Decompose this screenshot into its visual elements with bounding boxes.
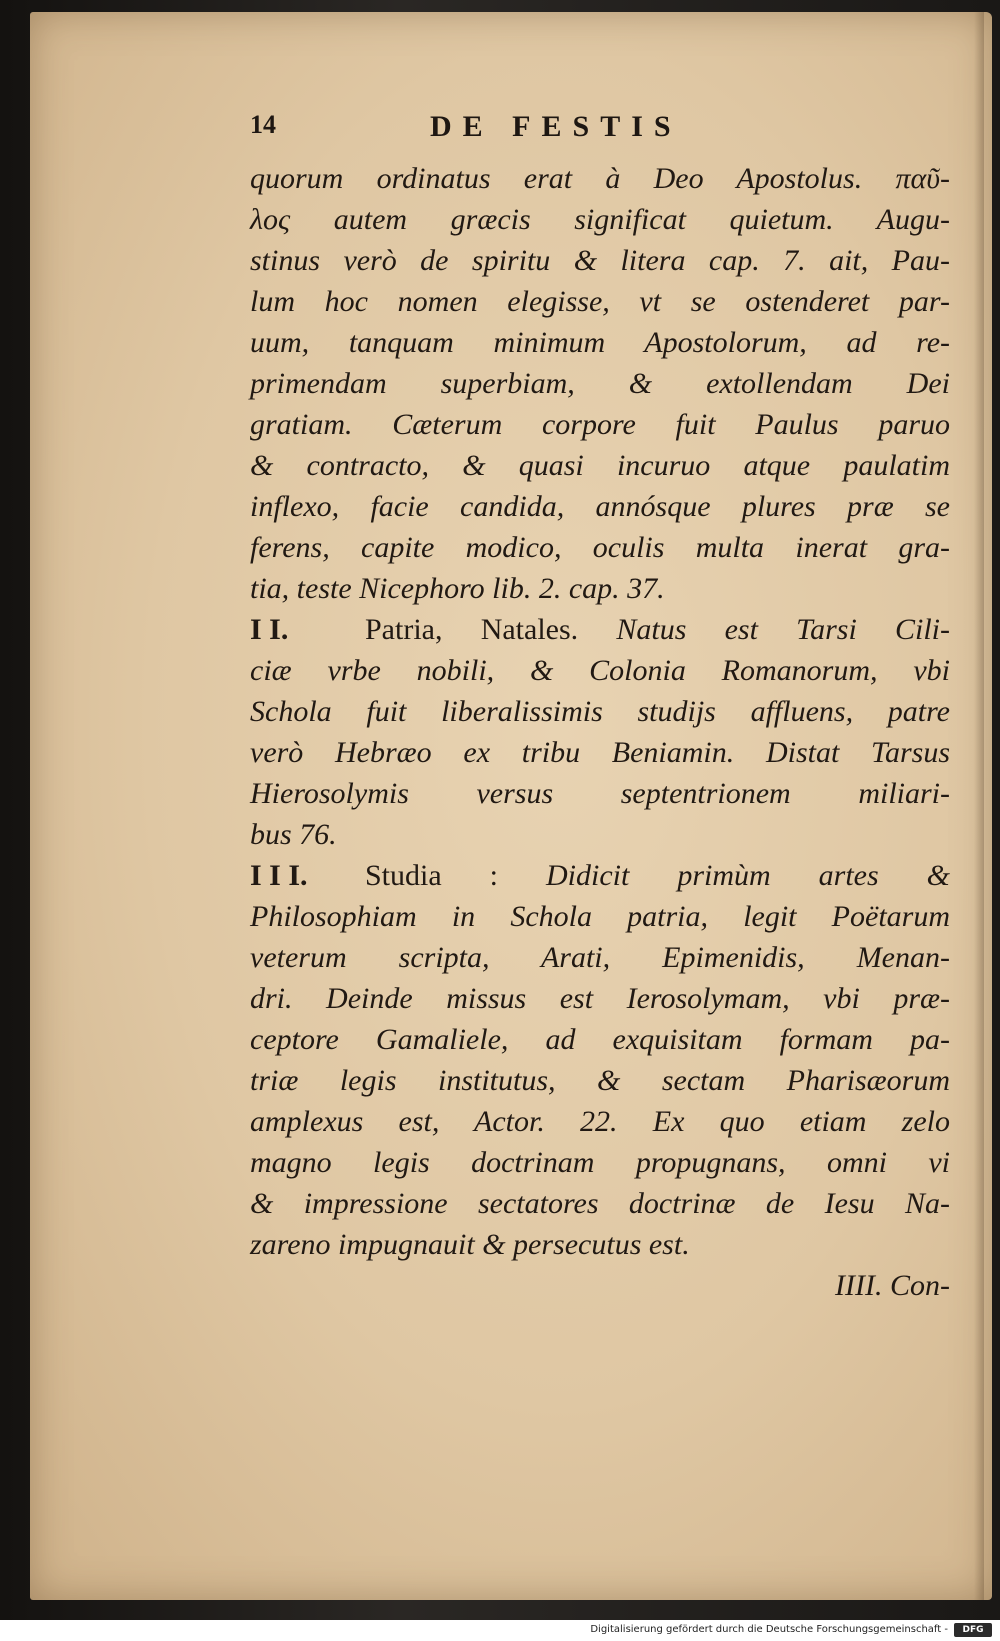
text-line: ferens, capite modico, oculis multa inerat gra- bbox=[250, 531, 950, 564]
text-line: quorum ordinatus erat à Deo Apostolus. παῦ- bbox=[250, 162, 950, 195]
section-3-first-line: Didicit primùm artes & bbox=[546, 859, 951, 892]
text-line: bus 76. bbox=[250, 818, 337, 851]
text-line: verò Hebræo ex tribu Beniamin. Distat Tarsus bbox=[250, 736, 950, 769]
text-line: uum, tanquam minimum Apostolorum, ad re- bbox=[250, 326, 950, 359]
running-head-title: DE FESTIS bbox=[430, 110, 682, 143]
text-line: Hierosolymis versus septentrionem miliari- bbox=[250, 777, 950, 810]
text-line: & impressione sectatores doctrinæ de Iesu Na- bbox=[250, 1187, 950, 1220]
catchword: IIII. Con- bbox=[835, 1269, 950, 1302]
text-line: magno legis doctrinam propugnans, omni vi bbox=[250, 1146, 950, 1179]
dfg-logo: DFG bbox=[954, 1623, 992, 1637]
text-line: ceptore Gamaliele, ad exquisitam formam pa- bbox=[250, 1023, 950, 1056]
section-2-first-line: Natus est Tarsi Cili- bbox=[616, 613, 950, 646]
section-2-title: Patria, Natales. bbox=[365, 613, 579, 646]
text-line: Schola fuit liberalissimis studijs affluens, patre bbox=[250, 695, 950, 728]
text-line: inflexo, facie candida, annósque plures præ se bbox=[250, 490, 950, 523]
text-line: amplexus est, Actor. 22. Ex quo etiam zelo bbox=[250, 1105, 950, 1138]
text-line: ciæ vrbe nobili, & Colonia Romanorum, vbi bbox=[250, 654, 950, 687]
text-line: dri. Deinde missus est Ierosolymam, vbi præ- bbox=[250, 982, 950, 1015]
text-line: stinus verò de spiritu & litera cap. 7. ait, Pau- bbox=[250, 244, 950, 277]
page-edge-shadow bbox=[974, 12, 984, 1600]
text-line: zareno impugnauit & persecutus est. bbox=[250, 1228, 690, 1261]
running-head bbox=[250, 110, 780, 150]
section-3-heading-line bbox=[250, 855, 950, 896]
text-line: veterum scripta, Arati, Epimenidis, Menan- bbox=[250, 941, 950, 974]
text-line: λος autem græcis significat quietum. Augu- bbox=[250, 203, 950, 236]
section-2-heading-line bbox=[250, 609, 950, 650]
footer-bar bbox=[0, 1620, 1000, 1641]
section-3-number: I I I. bbox=[250, 859, 308, 892]
text-line: gratiam. Cæterum corpore fuit Paulus paruo bbox=[250, 408, 950, 441]
text-line: Philosophiam in Schola patria, legit Poëtarum bbox=[250, 900, 950, 933]
footer-credit: Digitalisierung gefördert durch die Deutsche Forschungsgemeinschaft - bbox=[590, 1624, 948, 1635]
text-line: lum hoc nomen elegisse, vt se ostenderet par- bbox=[250, 285, 950, 318]
text-line: triæ legis institutus, & sectam Pharisæorum bbox=[250, 1064, 950, 1097]
section-2-number: I I. bbox=[250, 613, 289, 646]
text-line: & contracto, & quasi incuruo atque paulatim bbox=[250, 449, 950, 482]
body-text bbox=[250, 158, 950, 1306]
text-line: primendam superbiam, & extollendam Dei bbox=[250, 367, 950, 400]
section-3-title: Studia : bbox=[365, 859, 499, 892]
page-number: 14 bbox=[250, 110, 276, 139]
text-line: tia, teste Nicephoro lib. 2. cap. 37. bbox=[250, 572, 665, 605]
